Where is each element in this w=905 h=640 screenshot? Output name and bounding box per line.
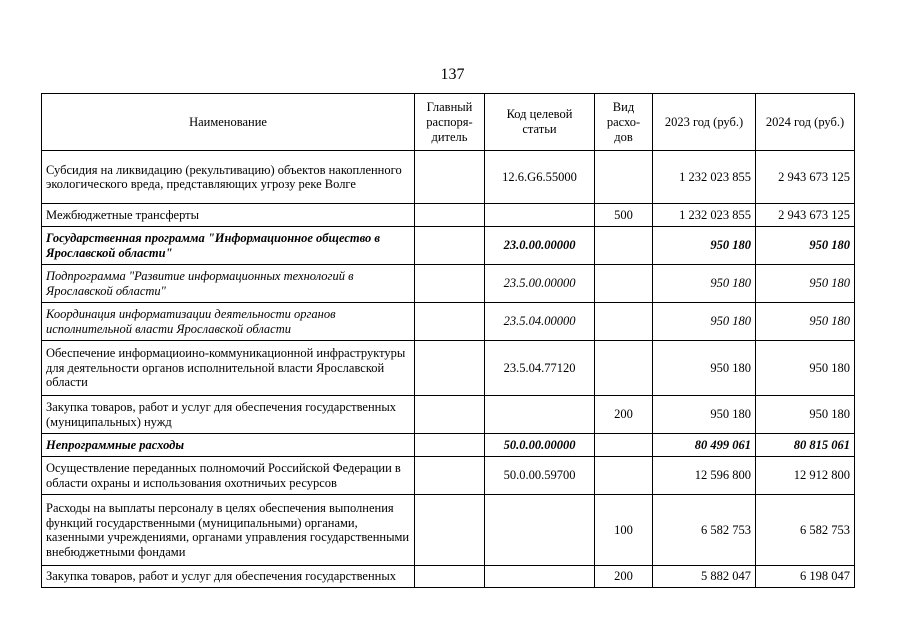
row-name: Межбюджетные трансферты (42, 204, 415, 227)
row-amount-2023: 950 180 (653, 227, 756, 265)
row-amount-2023: 950 180 (653, 396, 756, 434)
row-name: Субсидия на ликвидацию (рекультивацию) объектов накопленного экологического вреда, представляющих угрозу реке Волге (42, 151, 415, 204)
header-name: Наименование (42, 94, 415, 151)
row-target-code (485, 204, 595, 227)
row-amount-2024: 950 180 (756, 265, 855, 303)
row-amount-2024: 950 180 (756, 341, 855, 396)
row-expense-type: 200 (595, 396, 653, 434)
row-amount-2024: 6 198 047 (756, 566, 855, 588)
row-amount-2024: 950 180 (756, 227, 855, 265)
row-distributor (415, 204, 485, 227)
row-amount-2023: 80 499 061 (653, 434, 756, 457)
row-expense-type: 100 (595, 495, 653, 566)
row-distributor (415, 457, 485, 495)
table-row (42, 495, 855, 566)
header-year-2024: 2024 год (руб.) (756, 94, 855, 151)
row-target-code (485, 396, 595, 434)
row-name: Закупка товаров, работ и услуг для обеспечения государственных (муниципальных) нужд (42, 396, 415, 434)
budget-table (41, 93, 855, 588)
table-header-row (42, 94, 855, 151)
row-expense-type (595, 303, 653, 341)
row-name: Государственная программа "Информационное общество в Ярославской области" (42, 227, 415, 265)
table-row-subprogram (42, 265, 855, 303)
header-distributor: Главный распоря-дитель (415, 94, 485, 151)
row-distributor (415, 495, 485, 566)
header-year-2023: 2023 год (руб.) (653, 94, 756, 151)
row-expense-type (595, 265, 653, 303)
row-expense-type (595, 151, 653, 204)
row-amount-2024: 12 912 800 (756, 457, 855, 495)
row-amount-2024: 2 943 673 125 (756, 151, 855, 204)
row-expense-type: 200 (595, 566, 653, 588)
row-name: Координация информатизации деятельности органов исполнительной власти Ярославской области (42, 303, 415, 341)
table-row (42, 457, 855, 495)
row-distributor (415, 434, 485, 457)
row-name: Закупка товаров, работ и услуг для обеспечения государственных (42, 566, 415, 588)
table-row (42, 204, 855, 227)
table-row (42, 151, 855, 204)
row-expense-type (595, 457, 653, 495)
row-expense-type (595, 341, 653, 396)
row-expense-type (595, 434, 653, 457)
row-amount-2024: 80 815 061 (756, 434, 855, 457)
row-target-code: 12.6.G6.55000 (485, 151, 595, 204)
row-name: Подпрограмма "Развитие информационных технологий в Ярославской области" (42, 265, 415, 303)
table-row (42, 396, 855, 434)
row-target-code: 50.0.00.59700 (485, 457, 595, 495)
row-amount-2023: 950 180 (653, 303, 756, 341)
row-amount-2023: 1 232 023 855 (653, 204, 756, 227)
row-amount-2023: 950 180 (653, 265, 756, 303)
row-amount-2024: 2 943 673 125 (756, 204, 855, 227)
row-target-code (485, 566, 595, 588)
row-amount-2023: 5 882 047 (653, 566, 756, 588)
table-row (42, 341, 855, 396)
row-amount-2023: 1 232 023 855 (653, 151, 756, 204)
row-distributor (415, 227, 485, 265)
header-expense-type: Вид расхо-дов (595, 94, 653, 151)
row-distributor (415, 303, 485, 341)
table-row-program (42, 227, 855, 265)
row-expense-type: 500 (595, 204, 653, 227)
row-distributor (415, 396, 485, 434)
row-target-code (485, 495, 595, 566)
row-name: Непрограммные расходы (42, 434, 415, 457)
row-distributor (415, 566, 485, 588)
row-name: Обеспечение информациоино-коммуникационной инфраструктуры для деятельности органов исполнительной власти Ярославской области (42, 341, 415, 396)
row-name: Расходы на выплаты персоналу в целях обеспечения выполнения функций государственными (муниципальными) органами, казенными учреждениями, органами управления государственными внебюджетными фондами (42, 495, 415, 566)
row-amount-2024: 6 582 753 (756, 495, 855, 566)
row-expense-type (595, 227, 653, 265)
row-distributor (415, 151, 485, 204)
row-amount-2023: 6 582 753 (653, 495, 756, 566)
row-distributor (415, 265, 485, 303)
page-number: 137 (440, 66, 465, 83)
row-amount-2024: 950 180 (756, 396, 855, 434)
row-target-code: 23.5.04.00000 (485, 303, 595, 341)
row-amount-2023: 950 180 (653, 341, 756, 396)
row-target-code: 23.5.00.00000 (485, 265, 595, 303)
row-target-code: 50.0.00.00000 (485, 434, 595, 457)
row-amount-2023: 12 596 800 (653, 457, 756, 495)
row-target-code: 23.0.00.00000 (485, 227, 595, 265)
header-target-code: Код целевой статьи (485, 94, 595, 151)
table-row-activity (42, 303, 855, 341)
table-row-program (42, 434, 855, 457)
row-distributor (415, 341, 485, 396)
row-name: Осуществление переданных полномочий Российской Федерации в области охраны и использования охотничьих ресурсов (42, 457, 415, 495)
row-target-code: 23.5.04.77120 (485, 341, 595, 396)
row-amount-2024: 950 180 (756, 303, 855, 341)
table-row (42, 566, 855, 588)
